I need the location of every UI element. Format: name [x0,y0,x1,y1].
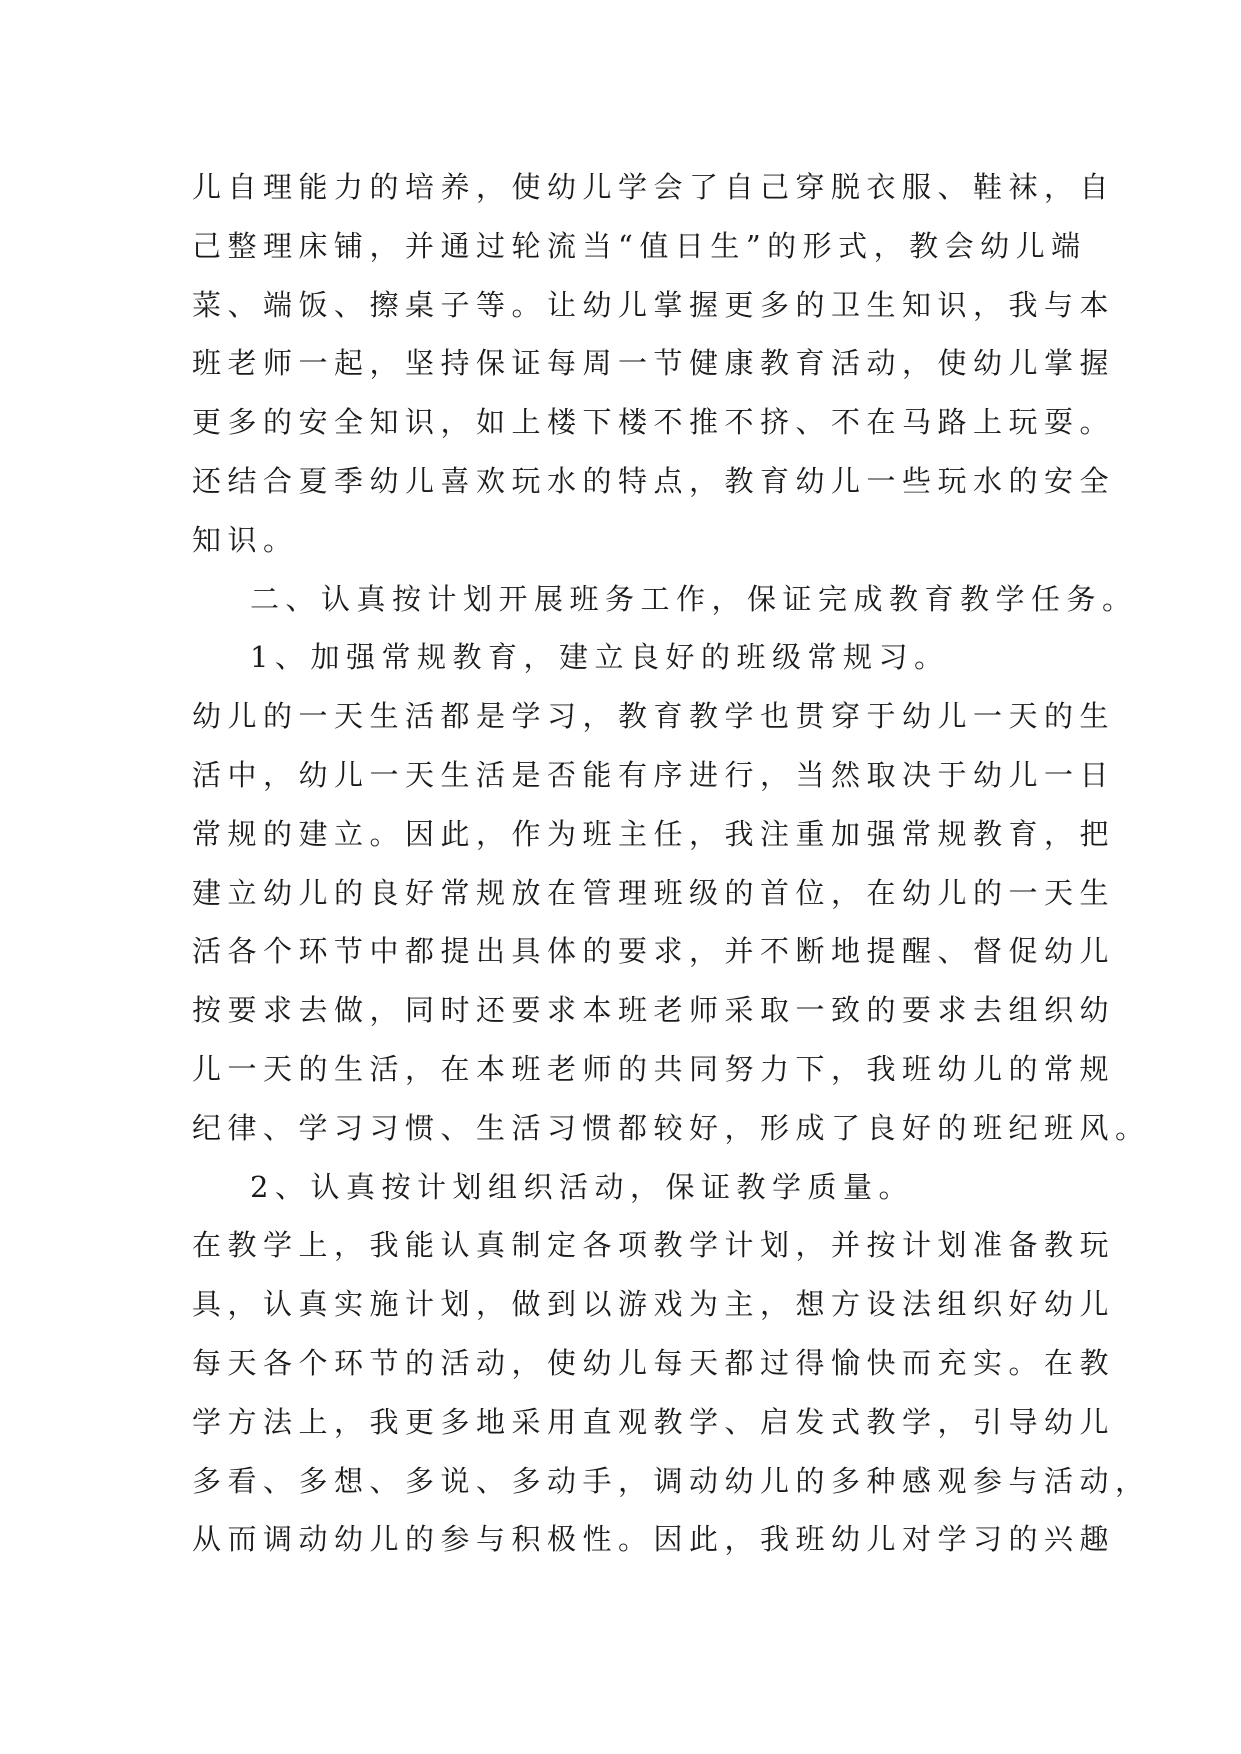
text-line: 常规的建立。因此，作为班主任，我注重加强常规教育，把 [192,816,1116,851]
text-line: 知识。 [192,522,299,557]
text-line: 纪律、学习习惯、生活习惯都较好，形成了良好的班纪班风。 [192,1110,1151,1145]
text-line: 具，认真实施计划，做到以游戏为主，想方设法组织好幼儿 [192,1287,1116,1322]
text-line: 在教学上，我能认真制定各项教学计划，并按计划准备教玩 [192,1228,1116,1263]
text-line: 更多的安全知识，如上楼下楼不推不挤、不在马路上玩耍。 [192,405,1116,440]
text-line: 菜、端饭、擦桌子等。让幼儿掌握更多的卫生知识，我与本 [192,287,1116,322]
text-line: 幼儿的一天生活都是学习，教育教学也贯穿于幼儿一天的生 [192,699,1116,734]
text-line: 班老师一起，坚持保证每周一节健康教育活动，使幼儿掌握 [192,346,1116,381]
text-line: 从而调动幼儿的参与积极性。因此，我班幼儿对学习的兴趣 [192,1522,1116,1557]
text-line: 每天各个环节的活动，使幼儿每天都过得愉快而充实。在教 [192,1345,1116,1380]
text-line: 活各个环节中都提出具体的要求，并不断地提醒、督促幼儿 [192,934,1116,969]
text-line: 建立幼儿的良好常规放在管理班级的首位，在幼儿的一天生 [192,875,1116,910]
text-line: 学方法上，我更多地采用直观教学、启发式教学，引导幼儿 [192,1404,1116,1439]
document-body [192,158,1151,1569]
text-line: 按要求去做，同时还要求本班老师采取一致的要求去组织幼 [192,993,1116,1028]
text-line: 己整理床铺，并通过轮流当“值日生”的形式，教会幼儿端 [192,228,1087,263]
section-heading: 二、认真按计划开展班务工作，保证完成教育教学任务。 [250,581,1138,616]
text-line: 儿一天的生活，在本班老师的共同努力下，我班幼儿的常规 [192,1051,1116,1086]
text-line: 活中，幼儿一天生活是否能有序进行，当然取决于幼儿一日 [192,757,1116,792]
subsection-heading: 1、加强常规教育，建立良好的班级常规习。 [250,640,950,675]
text-line: 儿自理能力的培养，使幼儿学会了自己穿脱衣服、鞋袜，自 [192,170,1116,204]
text-line: 多看、多想、多说、多动手，调动幼儿的多种感观参与活动， [192,1463,1151,1498]
subsection-heading: 2、认真按计划组织活动，保证教学质量。 [250,1169,914,1204]
text-line: 还结合夏季幼儿喜欢玩水的特点，教育幼儿一些玩水的安全 [192,463,1116,498]
